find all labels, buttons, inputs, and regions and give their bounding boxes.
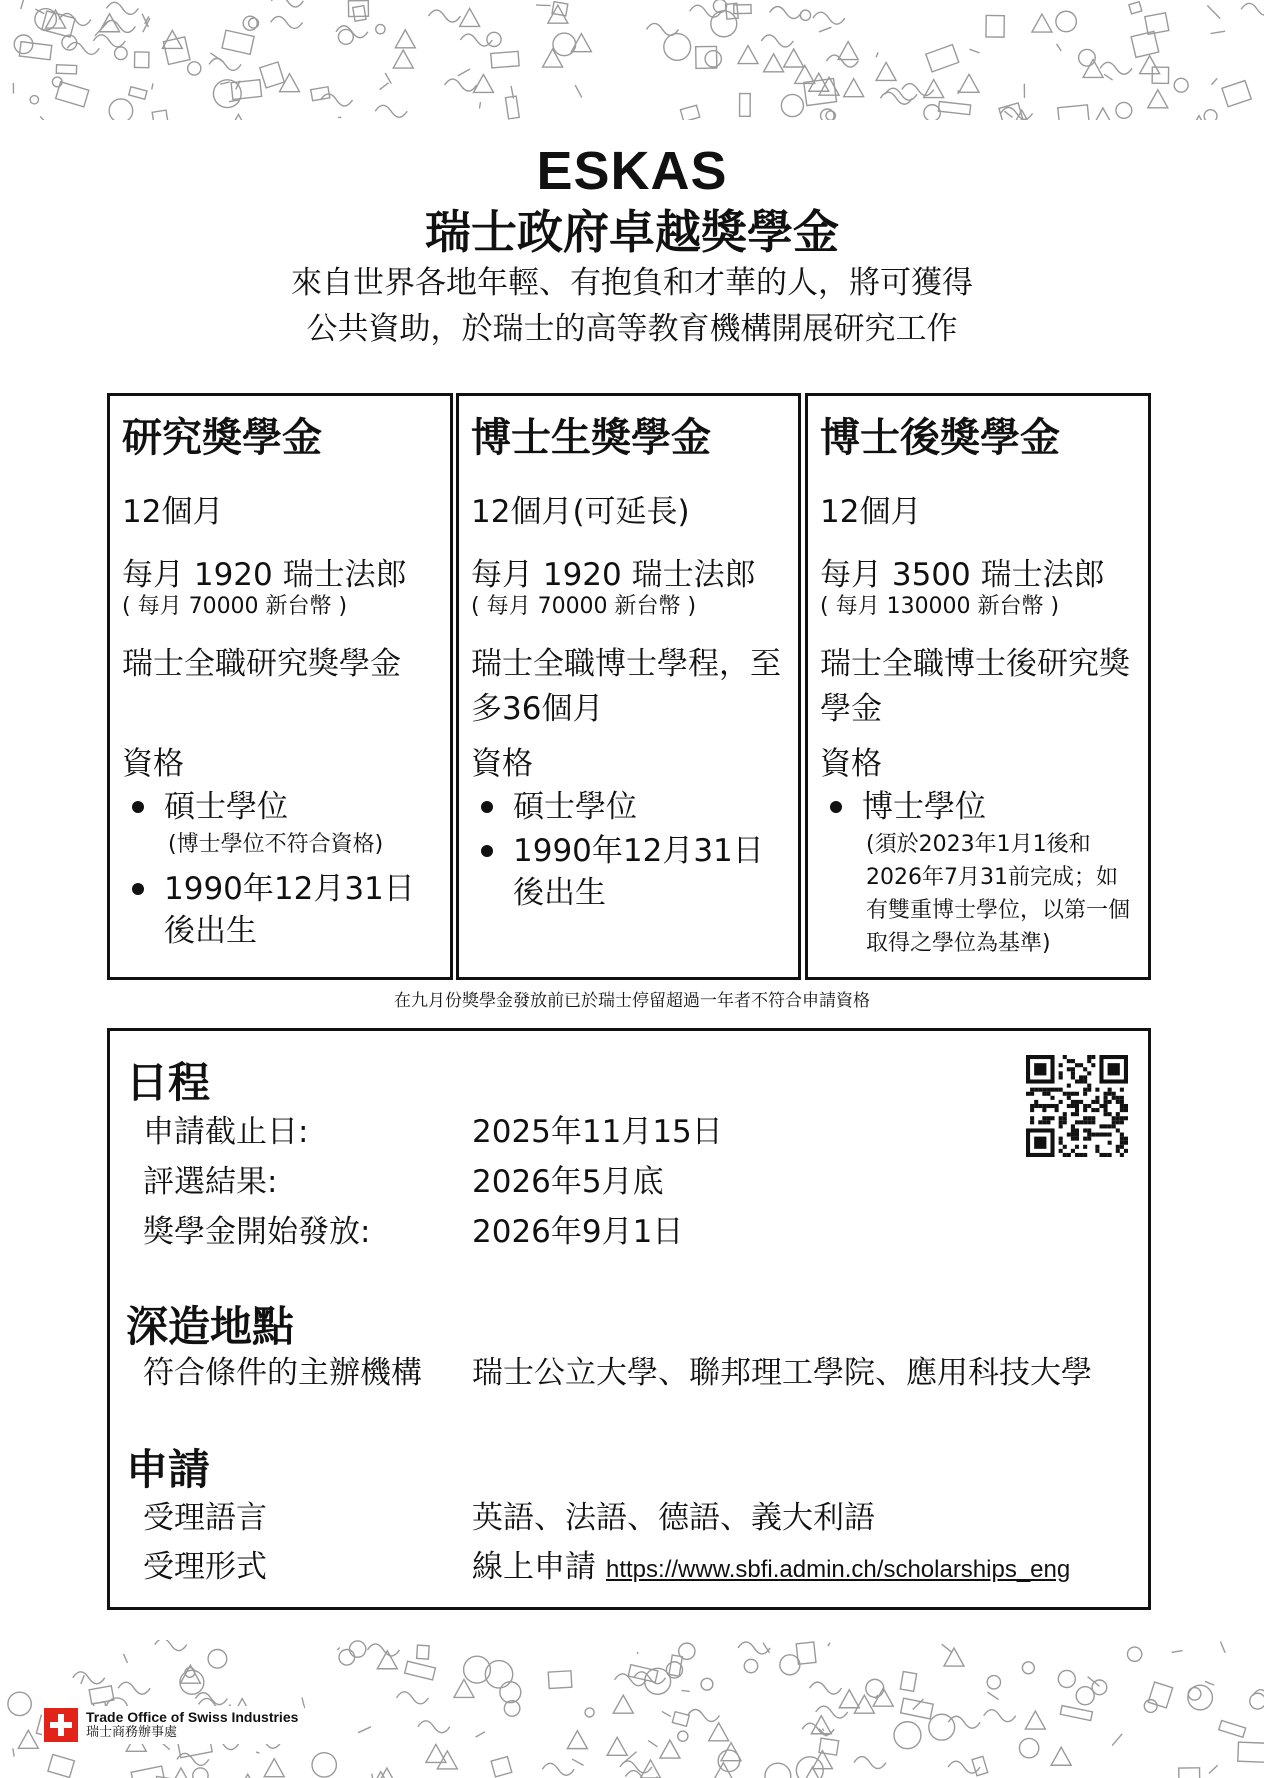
bullet-icon xyxy=(132,883,144,895)
eligibility-footnote: 在九月份獎學金發放前已於瑞士停留超過一年者不符合申請資格 xyxy=(394,991,870,1011)
card-eligibility-label: 資格 xyxy=(122,746,184,782)
card-amount: 每月 1920 瑞士法郎 xyxy=(471,557,756,593)
card-eligibility-label: 資格 xyxy=(820,746,882,782)
apply-heading: 申請 xyxy=(126,1445,211,1494)
card-research-fellowship xyxy=(107,393,453,980)
bullet-icon xyxy=(830,801,842,813)
tagline-line-1: 來自世界各地年輕、有抱負和才華的人，將可獲得 xyxy=(291,265,973,301)
host-institution-label: 符合條件的主辦機構 xyxy=(143,1355,422,1391)
list-item: 1990年12月31日後出生 xyxy=(122,868,438,952)
card-program: 瑞士全職博士後研究獎學金 xyxy=(820,646,1130,727)
item-note: (博士學位不符合資格) xyxy=(168,832,384,857)
list-item: 碩士學位 xyxy=(471,786,786,828)
form-value: 線上申請 https://www.sbfi.admin.ch/scholarships_eng xyxy=(472,1549,1071,1585)
results-value: 2026年5月底 xyxy=(472,1164,664,1200)
qr-code[interactable] xyxy=(1026,1055,1128,1157)
science-doodle-pattern xyxy=(0,0,1264,120)
tagline-line-2: 公共資助，於瑞士的高等教育機構開展研究工作 xyxy=(306,311,958,347)
page-title: ESKAS xyxy=(536,141,728,201)
language-label: 受理語言 xyxy=(143,1500,267,1536)
start-value: 2026年9月1日 xyxy=(472,1214,684,1250)
top-decorative-banner xyxy=(0,0,1264,120)
card-duration: 12個月(可延長) xyxy=(471,494,690,530)
location-heading: 深造地點 xyxy=(126,1302,295,1351)
page-subtitle: 瑞士政府卓越獎學金 xyxy=(425,205,839,259)
card-amount-ntd: ( 每月 130000 新台幣 ) xyxy=(820,594,1060,619)
application-link[interactable]: https://www.sbfi.admin.ch/scholarships_eng xyxy=(606,1556,1071,1583)
card-program: 瑞士全職研究獎學金 xyxy=(122,646,401,682)
card-eligibility-label: 資格 xyxy=(471,746,533,782)
item-note: (須於2023年1月1後和2026年7月31前完成；如有雙重博士學位，以第一個取得之學位為基準) xyxy=(866,832,1131,956)
language-value: 英語、法語、德語、義大利語 xyxy=(472,1500,875,1536)
schedule-heading: 日程 xyxy=(126,1058,211,1107)
form-label: 受理形式 xyxy=(143,1549,267,1585)
eligibility-list xyxy=(122,786,438,952)
deadline-value: 2025年11月15日 xyxy=(472,1114,723,1150)
tagline xyxy=(0,260,1264,352)
swiss-trade-office-logo xyxy=(42,1706,304,1744)
list-item: 1990年12月31日後出生 xyxy=(471,830,786,914)
org-name-en: Trade Office of Swiss Industries xyxy=(86,1709,299,1725)
start-label: 獎學金開始發放: xyxy=(143,1214,371,1250)
card-title: 研究獎學金 xyxy=(122,415,322,461)
card-title: 博士生獎學金 xyxy=(471,415,711,461)
results-label: 評選結果: xyxy=(143,1164,278,1200)
deadline-label: 申請截止日: xyxy=(143,1114,309,1150)
swiss-flag-icon xyxy=(44,1708,78,1742)
bullet-icon xyxy=(481,801,493,813)
list-item: 博士學位 (須於2023年1月1後和2026年7月31前完成；如有雙重博士學位，以第一個取得之學位為基準) xyxy=(820,786,1136,960)
card-amount: 每月 1920 瑞士法郎 xyxy=(122,557,407,593)
bullet-icon xyxy=(481,845,493,857)
card-amount-ntd: ( 每月 70000 新台幣 ) xyxy=(122,594,348,619)
info-box xyxy=(107,1028,1151,1610)
list-item: 碩士學位 (博士學位不符合資格) xyxy=(122,786,438,862)
card-amount-ntd: ( 每月 70000 新台幣 ) xyxy=(471,594,697,619)
bullet-icon xyxy=(132,801,144,813)
card-duration: 12個月 xyxy=(122,494,224,530)
eligibility-list xyxy=(471,786,786,914)
card-phd-scholarship xyxy=(456,393,801,980)
org-name-zh: 瑞士商務辦事處 xyxy=(86,1725,178,1740)
host-institution-value: 瑞士公立大學、聯邦理工學院、應用科技大學 xyxy=(472,1355,1092,1391)
card-postdoc-scholarship xyxy=(805,393,1151,980)
card-program: 瑞士全職博士學程，至多36個月 xyxy=(471,646,781,727)
card-duration: 12個月 xyxy=(820,494,922,530)
eligibility-list xyxy=(820,786,1136,960)
card-title: 博士後獎學金 xyxy=(820,415,1060,461)
card-amount: 每月 3500 瑞士法郎 xyxy=(820,557,1105,593)
